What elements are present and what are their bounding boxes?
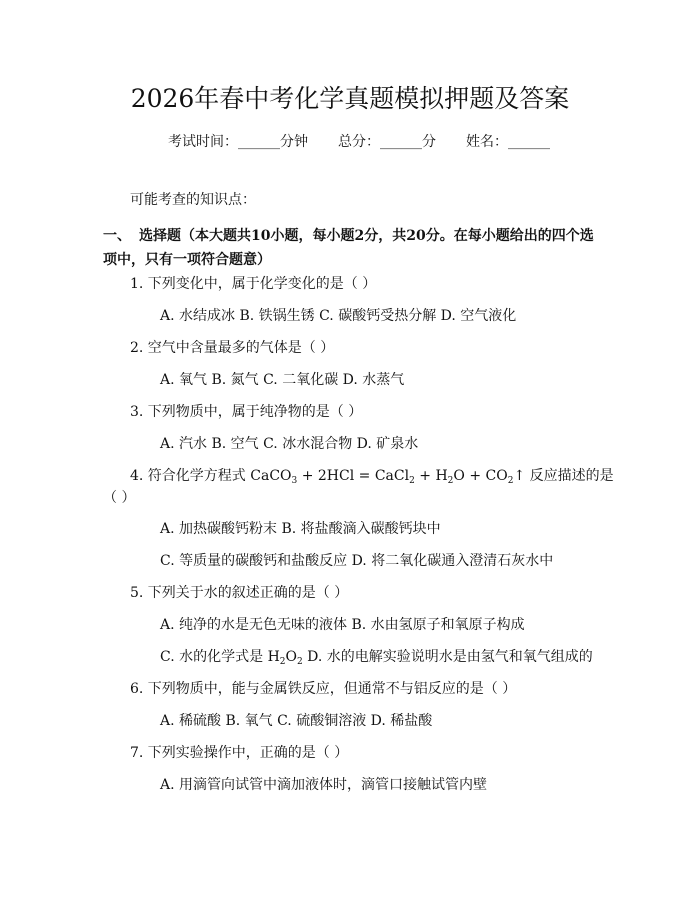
question-3: 3. 下列物质中，属于纯净物的是（ ） [130,404,363,420]
exam-name: 姓名：______ [466,134,550,150]
question-5-options-2 [160,647,593,667]
question-1: 1. 下列变化中，属于化学变化的是（ ） [130,276,377,292]
q4-sub-1: 3 [291,476,298,486]
question-7: 7. 下列实验操作中，正确的是（ ） [130,745,349,761]
section-heading [103,224,603,272]
question-2-options: A. 氧气 B. 氮气 C. 二氧化碳 D. 水蒸气 [160,372,405,388]
section-heading-text: 选择题（本大题共10小题，每小题2分，共20分。在每小题给出的四个选项中，只有一项符合题意） [103,228,594,268]
question-5-options-1: A. 纯净的水是无色无味的液体 B. 水由氢原子和氧原子构成 [160,617,525,633]
question-1-options: A. 水结成冰 B. 铁锅生锈 C. 碳酸钙受热分解 D. 空气液化 [160,308,517,324]
q5-opt-mid: O [285,649,297,665]
page-title: 2026年春中考化学真题模拟押题及答案 [130,84,570,113]
exam-score: 总分：______分 [338,134,436,150]
q4-stem-prefix: 4. 符合化学方程式 CaCO [130,468,292,484]
q5-opt-suffix: D. 水的电解实验说明水是由氢气和氧气组成的 [302,649,593,665]
q4-part-5: ↑ 反应描述的是 [513,468,614,484]
exam-time: 考试时间：______分钟 [168,134,308,150]
q4-part-3: + H [414,468,448,484]
q5-sub-2: 2 [297,657,303,667]
question-4 [130,466,614,486]
q4-part-2: + 2HCl = CaCl [297,468,410,484]
section-number: 一、 [103,228,131,244]
q5-sub-1: 2 [279,657,286,667]
q4-sub-2: 2 [409,476,415,486]
question-4-options-1: A. 加热碳酸钙粉末 B. 将盐酸滴入碳酸钙块中 [160,521,441,537]
question-7-option-a: A. 用滴管向试管中滴加液体时，滴管口接触试管内壁 [160,777,488,793]
question-4-options-2: C. 等质量的碳酸钙和盐酸反应 D. 将二氧化碳通入澄清石灰水中 [160,553,554,569]
question-6-options: A. 稀硫酸 B. 氧气 C. 硫酸铜溶液 D. 稀盐酸 [160,713,433,729]
question-3-options: A. 汽水 B. 空气 C. 冰水混合物 D. 矿泉水 [160,436,419,452]
exam-info [168,132,550,152]
q4-sub-4: 2 [507,476,514,486]
q4-sub-3: 2 [447,476,454,486]
question-5: 5. 下列关于水的叙述正确的是（ ） [130,585,349,601]
question-4-wrap: （ ） [103,490,136,506]
q5-opt-prefix: C. 水的化学式是 H [160,649,280,665]
question-6: 6. 下列物质中，能与金属铁反应，但通常不与铝反应的是（ ） [130,681,517,697]
question-2: 2. 空气中含量最多的气体是（ ） [130,340,335,356]
q4-part-4: O + CO [453,468,508,484]
knowledge-label: 可能考查的知识点： [130,192,256,208]
